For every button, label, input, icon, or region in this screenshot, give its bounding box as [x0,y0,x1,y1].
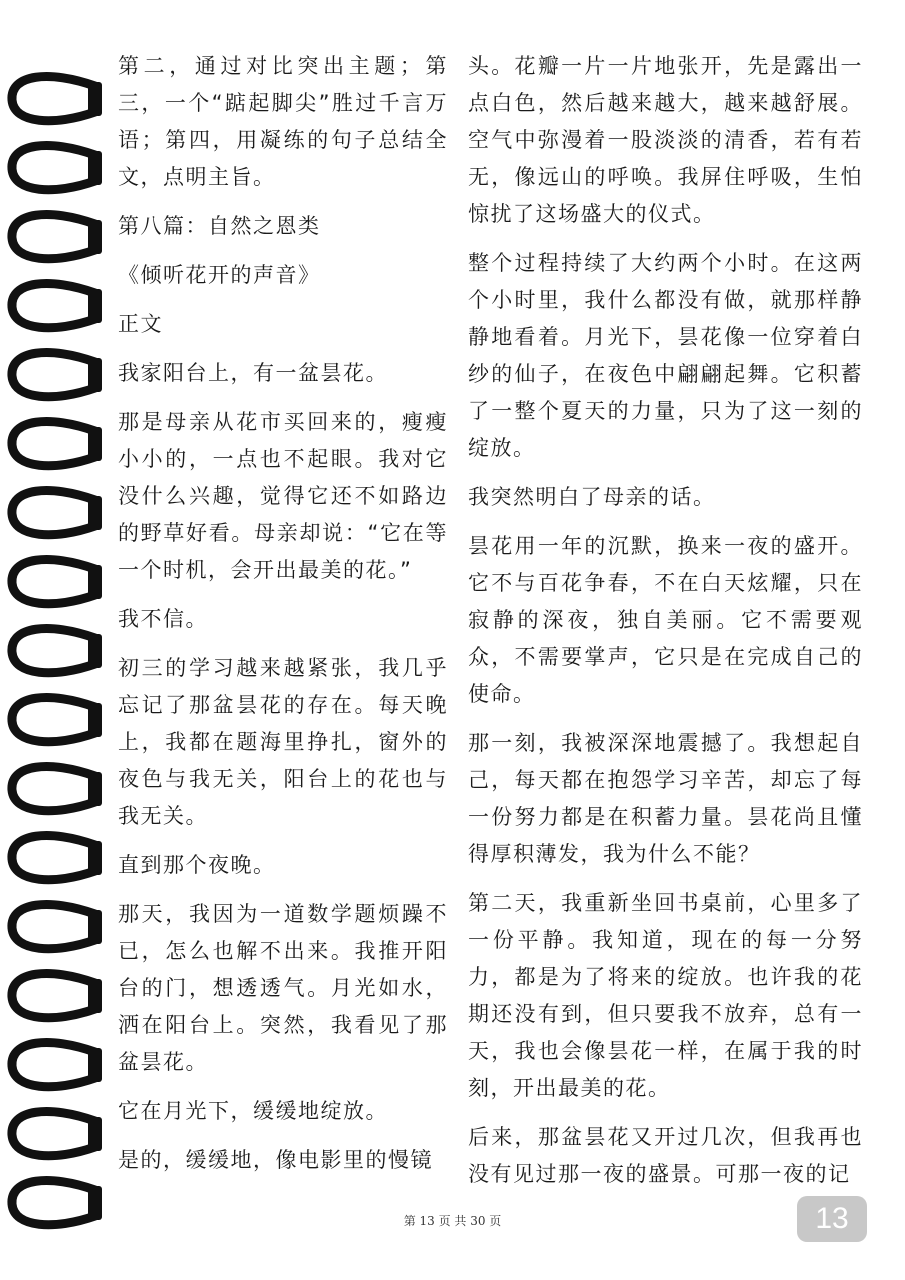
binding-ring [12,353,102,397]
binding-ring [12,905,102,949]
paragraph: 我突然明白了母亲的话。 [468,485,716,509]
paragraph: 我家阳台上，有一盆昙花。 [118,361,388,385]
binding-ring [12,1043,102,1087]
binding-ring [12,215,102,259]
paragraph: 直到那个夜晚。 [118,853,276,877]
binding-ring [12,767,102,811]
spiral-binding-icon [0,30,120,1240]
paragraph: 我不信。 [118,607,208,631]
section-heading: 第八篇：自然之恩类 [118,214,321,238]
paragraph: 头。花瓣一片一片地张开，先是露出一点白色，然后越来越大，越来越舒展。空气中弥漫着一股淡淡的清香，若有若无，像远山的呼唤。我屏住呼吸，生怕惊扰了这场盛大的仪式。 [468,54,863,226]
binding-ring [12,629,102,673]
essay-title: 《倾听花开的声音》 [118,263,321,287]
binding-ring [12,422,102,466]
binding-ring [12,146,102,190]
paragraph: 后来，那盆昙花又开过几次，但我再也没有见过那一夜的盛景。可那一夜的记 [468,1125,863,1186]
body-label: 正文 [118,312,163,336]
page-number-label: 第 13 页 共 30 页 [403,1214,502,1228]
paragraph: 是的，缓缓地，像电影里的慢镜 [118,1148,433,1172]
paragraph: 那是母亲从花市买回来的，瘦瘦小小的，一点也不起眼。我对它没什么兴趣，觉得它还不如路边的野草好看。母亲却说：“它在等一个时机，会开出最美的花。” [118,410,448,582]
binding-ring [12,284,102,328]
binding-ring [12,77,102,121]
page-badge: 13 [797,1196,867,1242]
binding-ring [12,698,102,742]
binding-ring [12,1112,102,1156]
binding-ring [12,836,102,880]
paragraph: 第二天，我重新坐回书桌前，心里多了一份平静。我知道，现在的每一分努力，都是为了将来的绽放。也许我的花期还没有到，但只要我不放弃，总有一天，我也会像昙花一样，在属于我的时刻，开出最美的花。 [468,891,863,1100]
paragraph: 那一刻，我被深深地震撼了。我想起自己，每天都在抱怨学习辛苦，却忘了每一份努力都是在积蓄力量。昙花尚且懂得厚积薄发，我为什么不能？ [468,731,863,866]
paragraph: 第二，通过对比突出主题；第三，一个“踮起脚尖”胜过千言万语；第四，用凝练的句子总结全文，点明主旨。 [118,54,448,189]
paragraph: 昙花用一年的沉默，换来一夜的盛开。它不与百花争春，不在白天炫耀，只在寂静的深夜，独自美丽。它不需要观众，不需要掌声，它只是在完成自己的使命。 [468,534,863,706]
paragraph: 整个过程持续了大约两个小时。在这两个小时里，我什么都没有做，就那样静静地看着。月光下，昙花像一位穿着白纱的仙子，在夜色中翩翩起舞。它积蓄了一整个夏天的力量，只为了这一刻的绽放。 [468,251,863,460]
binding-ring [12,491,102,535]
left-column [118,48,448,1191]
paragraph: 初三的学习越来越紧张，我几乎忘记了那盆昙花的存在。每天晚上，我都在题海里挣扎，窗外的夜色与我无关，阳台上的花也与我无关。 [118,656,448,828]
paragraph: 它在月光下，缓缓地绽放。 [118,1099,388,1123]
binding-ring [12,560,102,604]
right-column [468,48,863,1205]
paragraph: 那天，我因为一道数学题烦躁不已，怎么也解不出来。我推开阳台的门，想透透气。月光如水，洒在阳台上。突然，我看见了那盆昙花。 [118,902,448,1074]
binding-ring [12,974,102,1018]
